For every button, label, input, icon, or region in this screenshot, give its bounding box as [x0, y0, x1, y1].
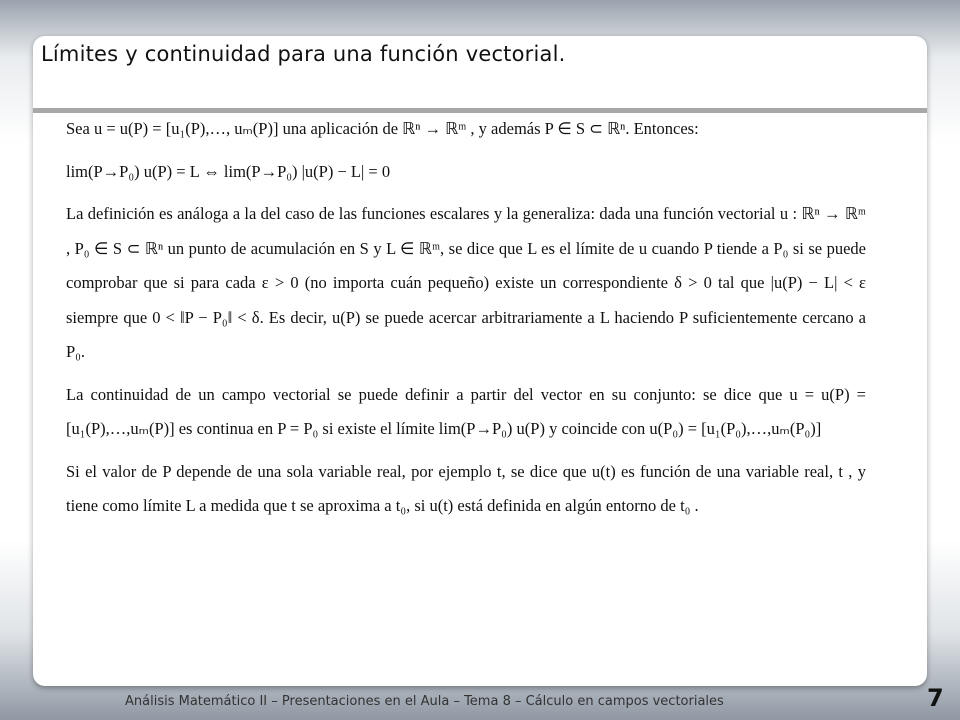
paragraph-continuity: La continuidad de un campo vectorial se puede definir a partir del vector en su conjunto: se dice que u = u(P) = [u₁(P),…,uₘ(P)] es continua en P = P₀ si existe el límite lim(P→P₀) u(P) y coincide con u(P₀) = [u₁(P₀),…,uₘ(P₀)]: [66, 384, 866, 438]
paragraph-limit-formula: lim(P→P₀) u(P) = L ⇔ lim(P→P₀) |u(P) − L| = 0: [66, 161, 391, 181]
paragraph-single-variable: Si el valor de P depende de una sola variable real, por ejemplo t, se dice que u(t) es función de una variable real, t , y tiene como límite L a medida que t se aproxima a t₀, si u(t) está definida en algún entorno de t₀ .: [66, 461, 866, 515]
slide-content: [66, 112, 866, 532]
paragraph-intro: Sea u = u(P) = [u₁(P),…, uₘ(P)] una aplicación de ℝⁿ → ℝᵐ , y además P ∈ S ⊂ ℝⁿ. Entonces:: [66, 119, 699, 138]
slide-title: Límites y continuidad para una función vectorial.: [41, 42, 566, 66]
page-number: 7: [927, 684, 944, 712]
title-bar: [33, 36, 927, 113]
footer-text: Análisis Matemático II – Presentaciones en el Aula – Tema 8 – Cálculo en campos vectoriales: [125, 694, 724, 709]
paragraph-definition: La definición es análoga a la del caso de las funciones escalares y la generaliza: dada una función vectorial u : ℝⁿ → ℝᵐ , P₀ ∈ S ⊂ ℝⁿ un punto de acumulación en S y L ∈ ℝᵐ, se dice que L es el límite de u cuando P tiende a P₀ si se puede comprobar que si para cada ε > 0 (no importa cuán pequeño) existe un correspondiente δ > 0 tal que |u(P) − L| < ε siempre que 0 < ‖P − P₀‖ < δ. Es decir, u(P) se puede acercar arbitrariamente a L haciendo P suficientemente cercano a P₀.: [66, 204, 866, 361]
